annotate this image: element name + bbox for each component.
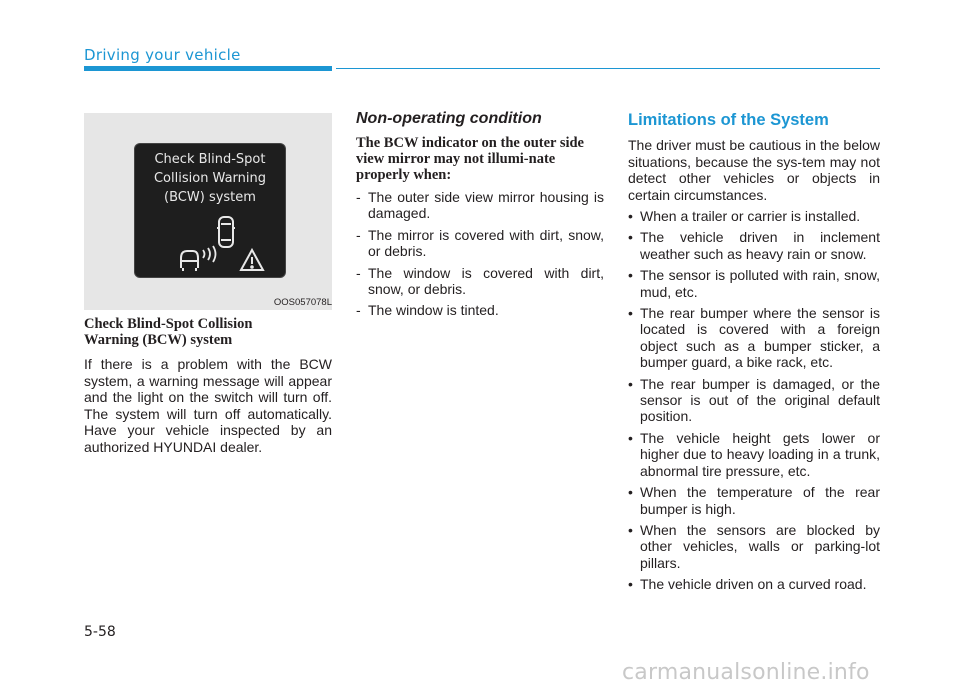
display-line: Check Blind-Spot xyxy=(154,152,266,167)
list-item: • The rear bumper where the sensor is located is covered with a foreign object such as a bumper sticker, a bumper guard, a bike rack, etc. xyxy=(628,305,880,371)
limitations-list xyxy=(628,208,880,593)
list-item: • The sensor is polluted with rain, snow, mud, etc. xyxy=(628,267,880,300)
list-item: • The vehicle driven on a curved road. xyxy=(628,576,867,593)
non-operating-subheading: The BCW indicator on the outer side view mirror may not illumi-nate properly when: xyxy=(356,135,584,183)
bcw-illustration xyxy=(135,144,285,277)
column-2 xyxy=(356,110,604,324)
display-line: (BCW) system xyxy=(164,190,256,205)
column-1 xyxy=(84,316,332,455)
list-item: - The window is covered with dirt, snow, or debris. xyxy=(356,264,604,298)
list-item: • When the temperature of the rear bumper is high. xyxy=(628,484,880,517)
section-title: Driving your vehicle xyxy=(84,46,241,64)
list-item: • The rear bumper is damaged, or the sensor is out of the original default position. xyxy=(628,375,880,425)
bcw-warning-figure xyxy=(84,113,332,310)
list-item: • The vehicle driven in inclement weather such as heavy rain or snow. xyxy=(628,229,880,262)
car-top-view-icon xyxy=(217,217,235,247)
header-rule-thin xyxy=(336,68,880,69)
list-item: - The window is tinted. xyxy=(356,302,499,319)
cluster-display xyxy=(135,144,285,277)
list-item: • When the sensors are blocked by other vehicles, walls or parking-lot pillars. xyxy=(628,521,880,571)
car-side-icon xyxy=(181,251,198,271)
watermark: carmanualsonline.info xyxy=(622,660,870,685)
limitations-intro: The driver must be cautious in the below situations, because the sys-tem may not detect other vehicles or objects in certain circumstances. xyxy=(628,137,880,203)
figure-code: OOS057078L xyxy=(273,297,332,308)
bcw-heading: Check Blind-Spot Collision Warning (BCW) system xyxy=(84,316,253,348)
column-3 xyxy=(628,110,880,598)
limitations-heading: Limitations of the System xyxy=(628,111,829,129)
warning-triangle-icon xyxy=(241,250,263,270)
header-rule-thick xyxy=(84,66,332,71)
bcw-body: If there is a problem with the BCW system, a warning message will appear and the light on the switch will turn off. The system will turn off automatically. Have your vehicle inspected by an authorized HYUNDAI dealer. xyxy=(84,356,332,455)
list-item: • When a trailer or carrier is installed. xyxy=(628,208,861,224)
list-item: • The vehicle height gets lower or higher due to heavy loading in a trunk, abnormal tire pressure, etc. xyxy=(628,429,880,479)
wave-signal-icon xyxy=(203,246,216,262)
non-operating-heading: Non-operating condition xyxy=(356,110,542,127)
list-item: - The outer side view mirror housing is damaged. xyxy=(356,189,604,222)
list-item: - The mirror is covered with dirt, snow, or debris. xyxy=(356,226,604,260)
non-operating-list xyxy=(356,189,604,319)
page-number: 5-58 xyxy=(84,624,116,640)
display-line: Collision Warning xyxy=(153,171,267,186)
